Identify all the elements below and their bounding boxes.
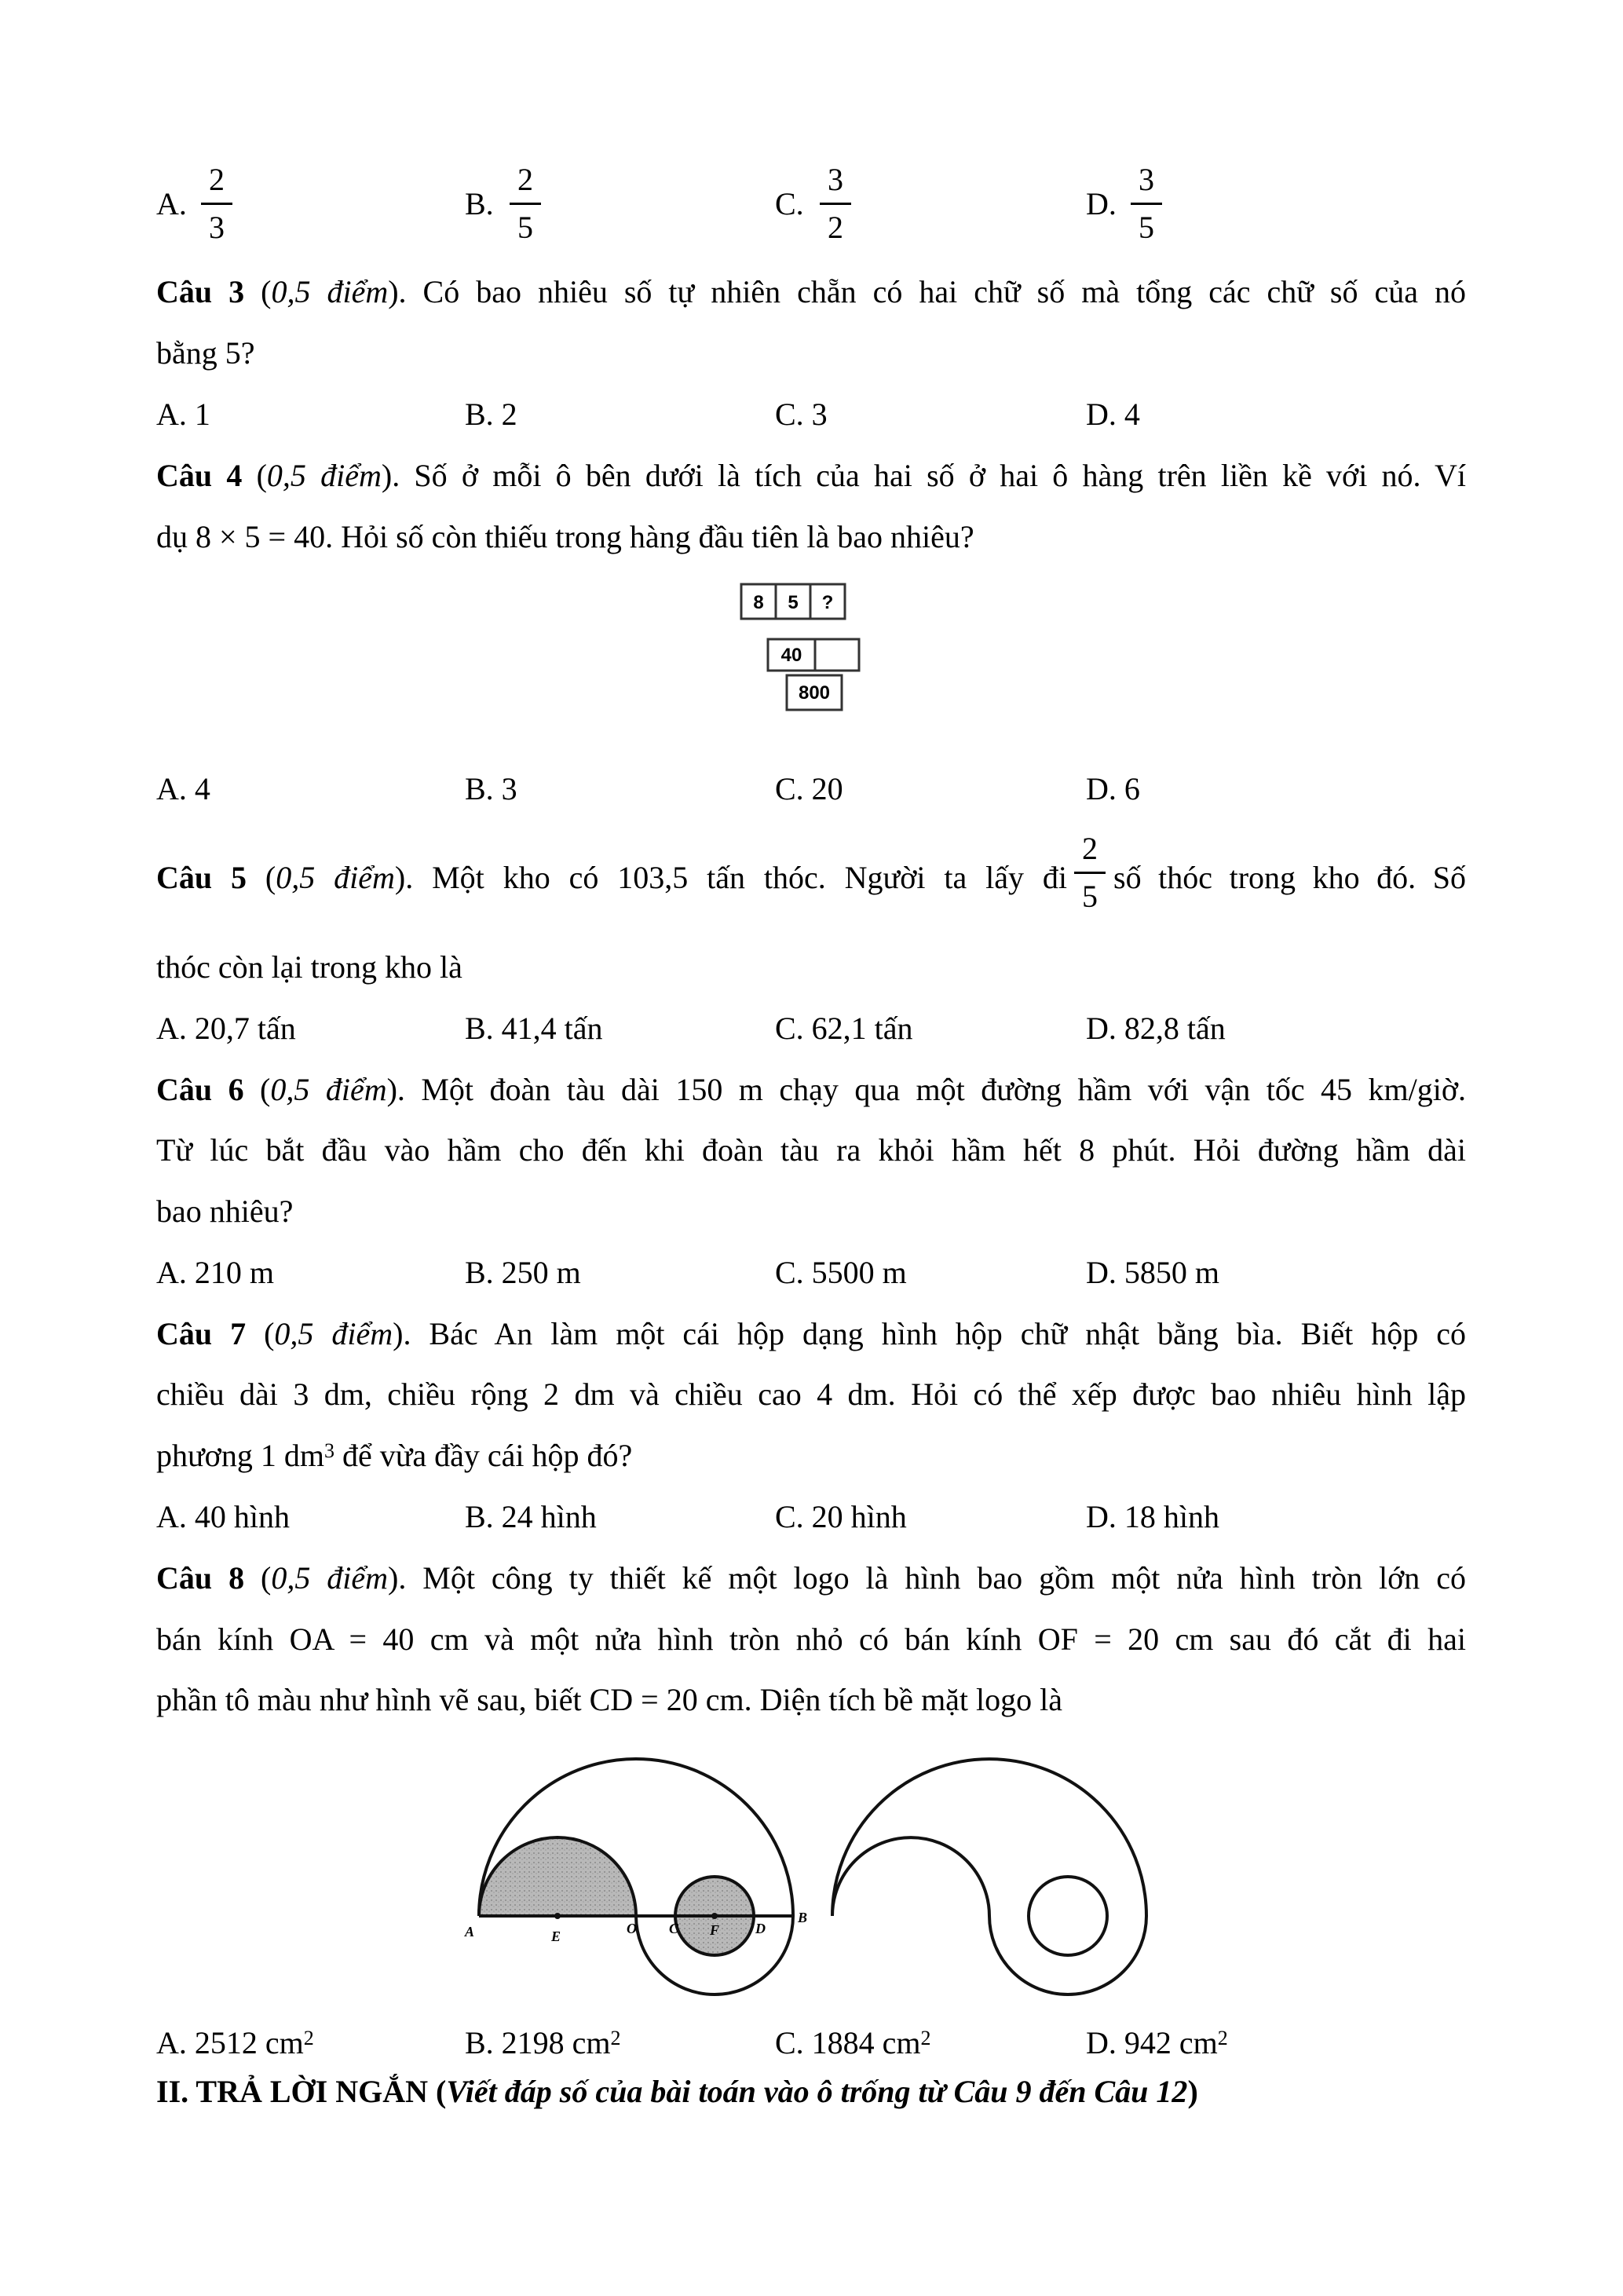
q3-option-a: A. 1 xyxy=(156,397,210,432)
q7-option-a: A. 40 hình xyxy=(156,1499,290,1534)
q2-option-a-fraction: 2 3 xyxy=(198,162,236,246)
q6-option-c: C. 5500 m xyxy=(775,1255,907,1290)
q2-option-a-letter: A. xyxy=(156,186,187,221)
q4-option-d: D. 6 xyxy=(1086,771,1140,806)
point-label-d: D xyxy=(755,1921,766,1936)
q6-option-a: A. 210 m xyxy=(156,1255,274,1290)
q8-option-d: D. 942 $cm^2$ xyxy=(1086,2025,1228,2060)
q3-option-d: D. 4 xyxy=(1086,397,1140,432)
logo-hole xyxy=(1029,1877,1107,1955)
q5-text-line2: thóc còn lại trong kho là xyxy=(156,949,462,985)
q4-number-pyramid xyxy=(738,581,895,746)
logo-outline xyxy=(832,1759,1146,1994)
section-2-heading: II. TRẢ LỜI NGẮN (Viết đáp số của bài toán vào ô trống từ Câu 9 đến Câu 12) xyxy=(156,2074,1198,2109)
shaded-semicircle xyxy=(479,1837,636,1916)
q7-option-b: B. 24 hình xyxy=(465,1499,597,1534)
q6-option-b: B. 250 m xyxy=(465,1255,581,1290)
q7-option-c: C. 20 hình xyxy=(775,1499,907,1534)
q2-option-d-fraction: 3 5 xyxy=(1128,162,1165,246)
q2-option-b-letter: B. xyxy=(465,186,494,221)
point-label-o: O xyxy=(627,1921,637,1936)
q5-option-a: A. 20,7 tấn xyxy=(156,1011,296,1046)
q7-option-d: D. 18 hình xyxy=(1086,1499,1219,1534)
q4-cell-r2c1: 40 xyxy=(780,645,802,666)
q5-text-line1-start: Câu 5 (0,5 điểm). Một kho có 103,5 tấn thóc. Người ta lấy đi xyxy=(156,860,1067,895)
q2-option-c-letter: C. xyxy=(775,186,804,221)
q6-text-line3: bao nhiêu? xyxy=(156,1194,294,1229)
q4-option-c: C. 20 xyxy=(775,771,843,806)
q3-option-c: C. 3 xyxy=(775,397,828,432)
q5-fraction: 2 5 xyxy=(1071,831,1109,915)
q7-text-line2: chiều dài 3 dm, chiều rộng 2 dm và chiều cao 4 dm. Hỏi có thể xếp được bao nhiêu hình lập xyxy=(156,1377,1466,1412)
q2-option-c-fraction: 3 2 xyxy=(817,162,854,246)
q4-text-line2: dụ 8 × 5 = 40. Hỏi số còn thiếu trong hàng đầu tiên là bao nhiêu? xyxy=(156,519,974,554)
point-label-c: C xyxy=(669,1921,679,1936)
q4-cell-r3c1: 800 xyxy=(798,682,831,704)
q8-text-line3: phần tô màu như hình vẽ sau, biết CD = 20 cm. Diện tích bề mặt logo là xyxy=(156,1682,1063,1717)
q5-option-c: C. 62,1 tấn xyxy=(775,1011,913,1046)
q4-option-b: B. 3 xyxy=(465,771,517,806)
q7-text-line3: phương 1 $dm^3$ để vừa đầy cái hộp đó? xyxy=(156,1438,633,1473)
q5-option-d: D. 82,8 tấn xyxy=(1086,1011,1226,1046)
q5-text-line1-end: số thóc trong kho đó. Số xyxy=(1113,860,1466,895)
point-label-b: B xyxy=(798,1910,808,1925)
q5-option-b: B. 41,4 tấn xyxy=(465,1011,603,1046)
q6-option-d: D. 5850 m xyxy=(1086,1255,1219,1290)
q2-option-b-fraction: 2 5 xyxy=(506,162,544,246)
q4-text-line1: Câu 4 (0,5 điểm). Số ở mỗi ô bên dưới là tích của hai số ở hai ô hàng trên liền kề với nó. Ví xyxy=(156,458,1467,493)
q6-text-line2: Từ lúc bắt đầu vào hầm cho đến khi đoàn tàu ra khỏi hầm hết 8 phút. Hỏi đường hầm dài xyxy=(156,1132,1466,1168)
q8-logo-figure xyxy=(448,1734,1248,2016)
point-label-f: F xyxy=(710,1922,720,1938)
point-label-a: A xyxy=(465,1924,475,1940)
q8-text-line2: bán kính OA = 40 cm và một nửa hình tròn nhỏ có bán kính OF = 20 cm sau đó cắt đi hai xyxy=(156,1621,1466,1657)
q4-cell-r1c3: ? xyxy=(821,592,834,613)
point-label-e: E xyxy=(551,1929,561,1944)
q6-text-line1: Câu 6 (0,5 điểm). Một đoàn tàu dài 150 m chạy qua một đường hầm với vận tốc 45 km/giờ. xyxy=(156,1072,1466,1107)
q3-text-line1: Câu 3 (0,5 điểm). Có bao nhiêu số tự nhiên chẵn có hai chữ số mà tổng các chữ số của nó xyxy=(156,274,1466,309)
q8-option-a: A. 2512 $cm^2$ xyxy=(156,2025,314,2060)
q3-text-line2: bằng 5? xyxy=(156,335,255,371)
q2-option-d-letter: D. xyxy=(1086,186,1117,221)
q8-option-c: C. 1884 $cm^2$ xyxy=(775,2025,931,2060)
q3-option-b: B. 2 xyxy=(465,397,517,432)
q8-option-b: B. 2198 $cm^2$ xyxy=(465,2025,621,2060)
q7-text-line1: Câu 7 (0,5 điểm). Bác An làm một cái hộp dạng hình hộp chữ nhật bằng bìa. Biết hộp có xyxy=(156,1316,1466,1351)
q4-cell-r1c1: 8 xyxy=(753,592,764,613)
q4-option-a: A. 4 xyxy=(156,771,210,806)
q4-cell-r1c2: 5 xyxy=(788,592,799,613)
q8-text-line1: Câu 8 (0,5 điểm). Một công ty thiết kế một logo là hình bao gồm một nửa hình tròn lớn có xyxy=(156,1560,1466,1596)
